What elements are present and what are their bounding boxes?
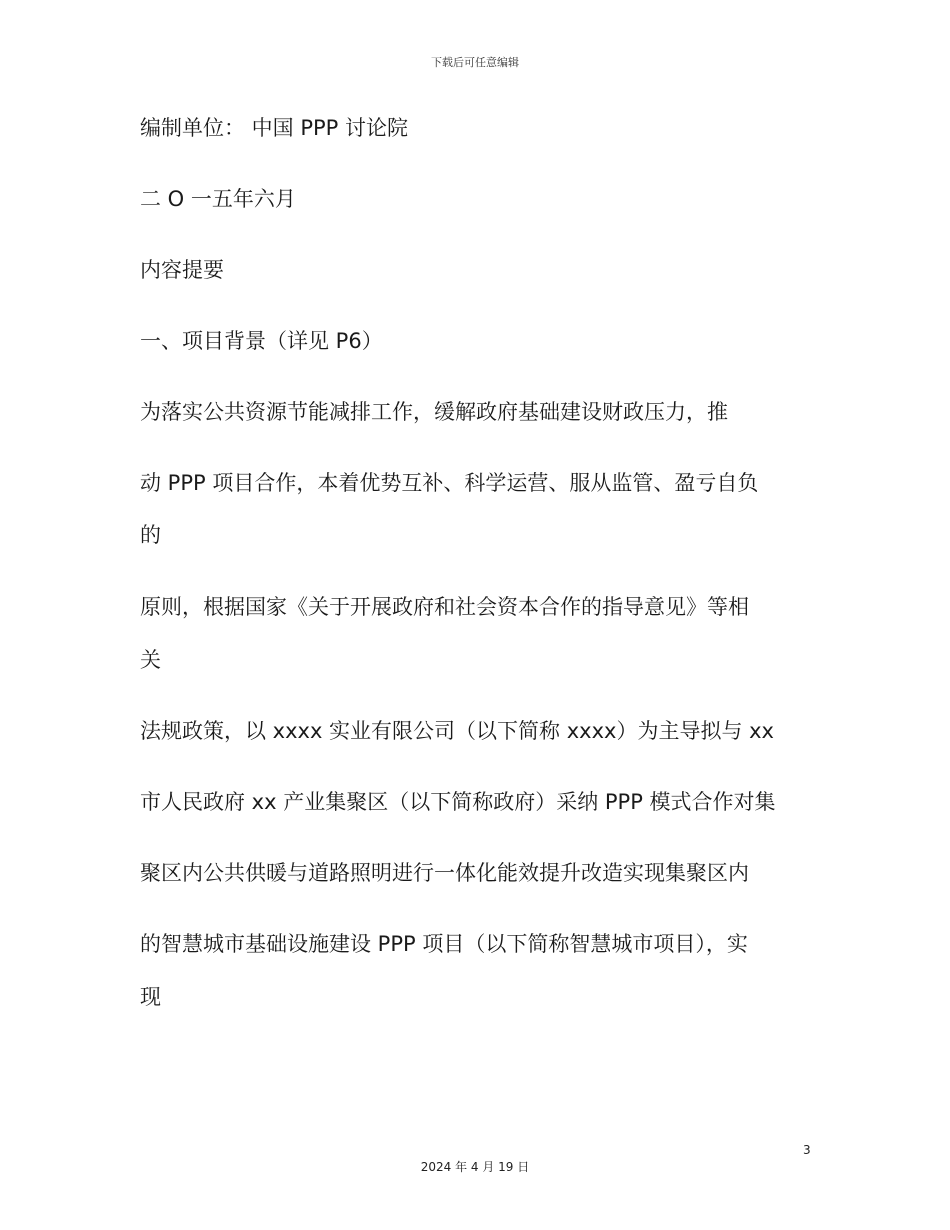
compiling-unit-line: 编制单位： 中国 PPP 讨论院 (140, 116, 409, 140)
paragraph-line: 为落实公共资源节能减排工作，缓解政府基础建设财政压力，推 (140, 400, 728, 424)
paragraph-line: 法规政策，以 xxxx 实业有限公司（以下简称 xxxx）为主导拟与 xx (140, 719, 774, 743)
paragraph-line: 原则，根据国家《关于开展政府和社会资本合作的指导意见》等相 (140, 595, 749, 619)
paragraph-line: 现 (140, 985, 161, 1009)
page-footer-date: 2024 年 4 月 19 日 (420, 1160, 530, 1174)
paragraph-line: 动 PPP 项目合作，本着优势互补、科学运营、服从监管、盈亏自负 (140, 471, 759, 495)
paragraph-line: 关 (140, 648, 161, 672)
summary-heading: 内容提要 (140, 258, 224, 282)
section-heading: 一、项目背景（详见 P6） (140, 329, 383, 353)
date-line: 二 O 一五年六月 (140, 187, 296, 211)
paragraph-line: 市人民政府 xx 产业集聚区（以下简称政府）采纳 PPP 模式合作对集 (140, 790, 776, 814)
paragraph-line: 的智慧城市基础设施建设 PPP 项目（以下简称智慧城市项目），实 (140, 932, 748, 956)
page-header: 下载后可任意编辑 (431, 56, 519, 69)
paragraph-line: 的 (140, 523, 161, 547)
paragraph-line: 聚区内公共供暖与道路照明进行一体化能效提升改造实现集聚区内 (140, 861, 749, 885)
page-number: 3 (803, 1143, 811, 1157)
